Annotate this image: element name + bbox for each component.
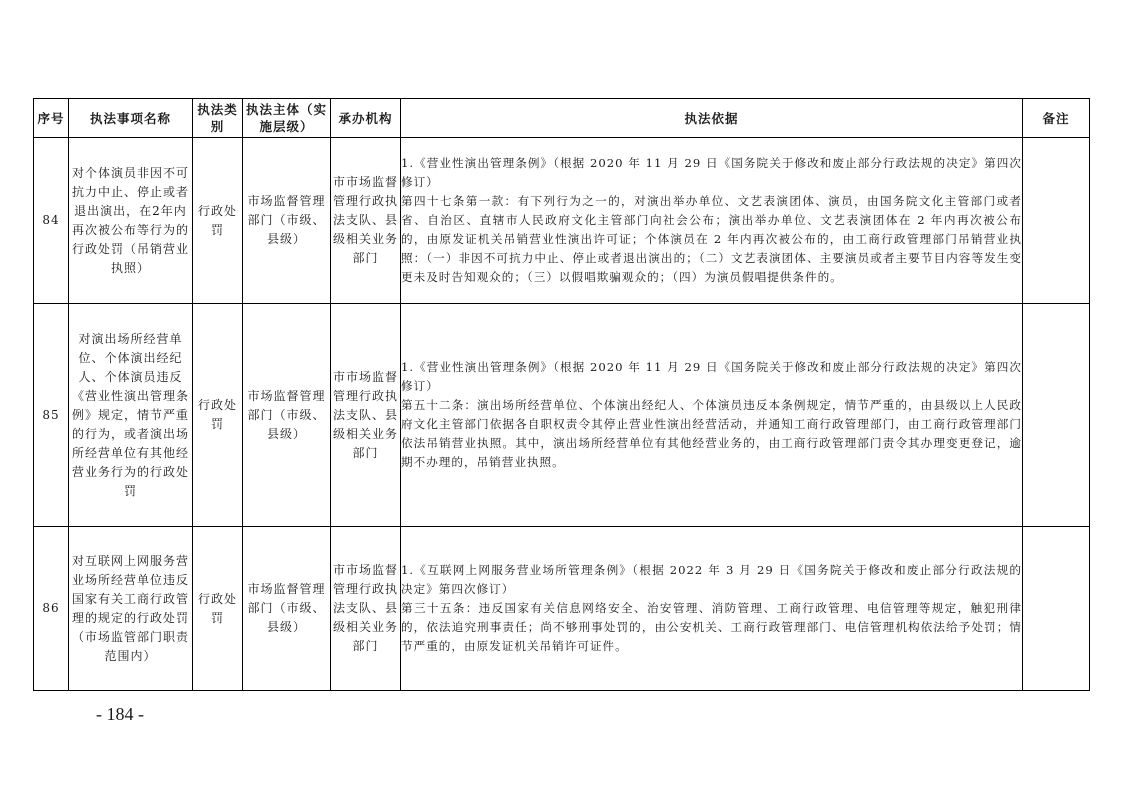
row-basis — [401, 138, 1023, 304]
row-category: 行政处罚 — [193, 527, 243, 691]
row-subject: 市场监督管理部门（市级、县级） — [243, 304, 331, 527]
row-serial-number: 84 — [34, 138, 69, 304]
header-organ: 承办机构 — [331, 99, 401, 138]
row-organ: 市市场监督管理行政执法支队、县级相关业务部门 — [331, 527, 401, 691]
header-note: 备注 — [1023, 99, 1090, 138]
basis-article-text: 第五十二条：演出场所经营单位、个体演出经纪人、个体演员违反本条例规定，情节严重的，由县级以上人民政府文化主管部门依据各自职权责令其停止营业性演出经营活动，并通知工商行政管理部门，由工商行政管理部门依法吊销营业执照。其中，演出场所经营单位有其他经营业务的，由工商行政管理部门责令其办理变更登记，逾期不办理的，吊销营业执照。 — [401, 398, 1022, 469]
row-note — [1023, 527, 1090, 691]
basis-article-text: 第四十七条第一款：有下列行为之一的，对演出举办单位、文艺表演团体、演员，由国务院文化主管部门或者省、自治区、直辖市人民政府文化主管部门向社会公布；演出举办单位、文艺表演团体在 2 年内再次被公布的，由原发证机关吊销营业性演出许可证；个体演员在 2 年内再次被公布的，由工商行政管理部门吊销营业执照：（一）非因不可抗力中止、停止或者退出演出的；（二）文艺表演团体、主要演员或者主要节目内容等发生变更未及时告知观众的；（三）以假唱欺骗观众的；（四）为演员假唱提供条件的。 — [401, 194, 1022, 284]
table-row — [34, 527, 1090, 691]
table-row — [34, 304, 1090, 527]
header-subject: 执法主体（实施层级） — [243, 99, 331, 138]
basis-regulation-title: 1.《互联网上网服务营业场所管理条例》（根据 2022 年 3 月 29 日《国务院关于修改和废止部分行政法规的决定》第四次修订） — [401, 563, 1022, 596]
row-note — [1023, 304, 1090, 527]
row-item-name: 对互联网上网服务营业场所经营单位违反国家有关工商行政管理的规定的行政处罚（市场监管部门职责范围内） — [69, 527, 193, 691]
row-category: 行政处罚 — [193, 138, 243, 304]
basis-regulation-title: 1.《营业性演出管理条例》（根据 2020 年 11 月 29 日《国务院关于修改和废止部分行政法规的决定》第四次修订） — [401, 156, 1022, 189]
row-organ: 市市场监督管理行政执法支队、县级相关业务部门 — [331, 138, 401, 304]
row-subject: 市场监督管理部门（市级、县级） — [243, 138, 331, 304]
row-item-name: 对个体演员非因不可抗力中止、停止或者退出演出，在2年内再次被公布等行为的行政处罚（吊销营业执照） — [69, 138, 193, 304]
row-serial-number: 86 — [34, 527, 69, 691]
header-category: 执法类别 — [193, 99, 243, 138]
row-organ: 市市场监督管理行政执法支队、县级相关业务部门 — [331, 304, 401, 527]
basis-regulation-title: 1.《营业性演出管理条例》（根据 2020 年 11 月 29 日《国务院关于修改和废止部分行政法规的决定》第四次修订） — [401, 360, 1022, 393]
header-basis: 执法依据 — [401, 99, 1023, 138]
basis-article-text: 第三十五条：违反国家有关信息网络安全、治安管理、消防管理、工商行政管理、电信管理等规定，触犯刑律的，依法追究刑事责任；尚不够刑事处罚的，由公安机关、工商行政管理部门、电信管理机构依法给予处罚；情节严重的，由原发证机关吊销许可证件。 — [401, 601, 1022, 653]
row-note — [1023, 138, 1090, 304]
row-basis — [401, 304, 1023, 527]
row-item-name: 对演出场所经营单位、个体演出经纪人、个体演员违反《营业性演出管理条例》规定，情节严重的行为，或者演出场所经营单位有其他经营业务行为的行政处罚 — [69, 304, 193, 527]
row-subject: 市场监督管理部门（市级、县级） — [243, 527, 331, 691]
page-number: - 184 - — [96, 704, 144, 724]
row-category: 行政处罚 — [193, 304, 243, 527]
row-serial-number: 85 — [34, 304, 69, 527]
enforcement-items-table — [33, 98, 1090, 691]
header-item-name: 执法事项名称 — [69, 99, 193, 138]
row-basis — [401, 527, 1023, 691]
header-serial-number: 序号 — [34, 99, 69, 138]
table-header-row — [34, 99, 1090, 138]
table-row — [34, 138, 1090, 304]
